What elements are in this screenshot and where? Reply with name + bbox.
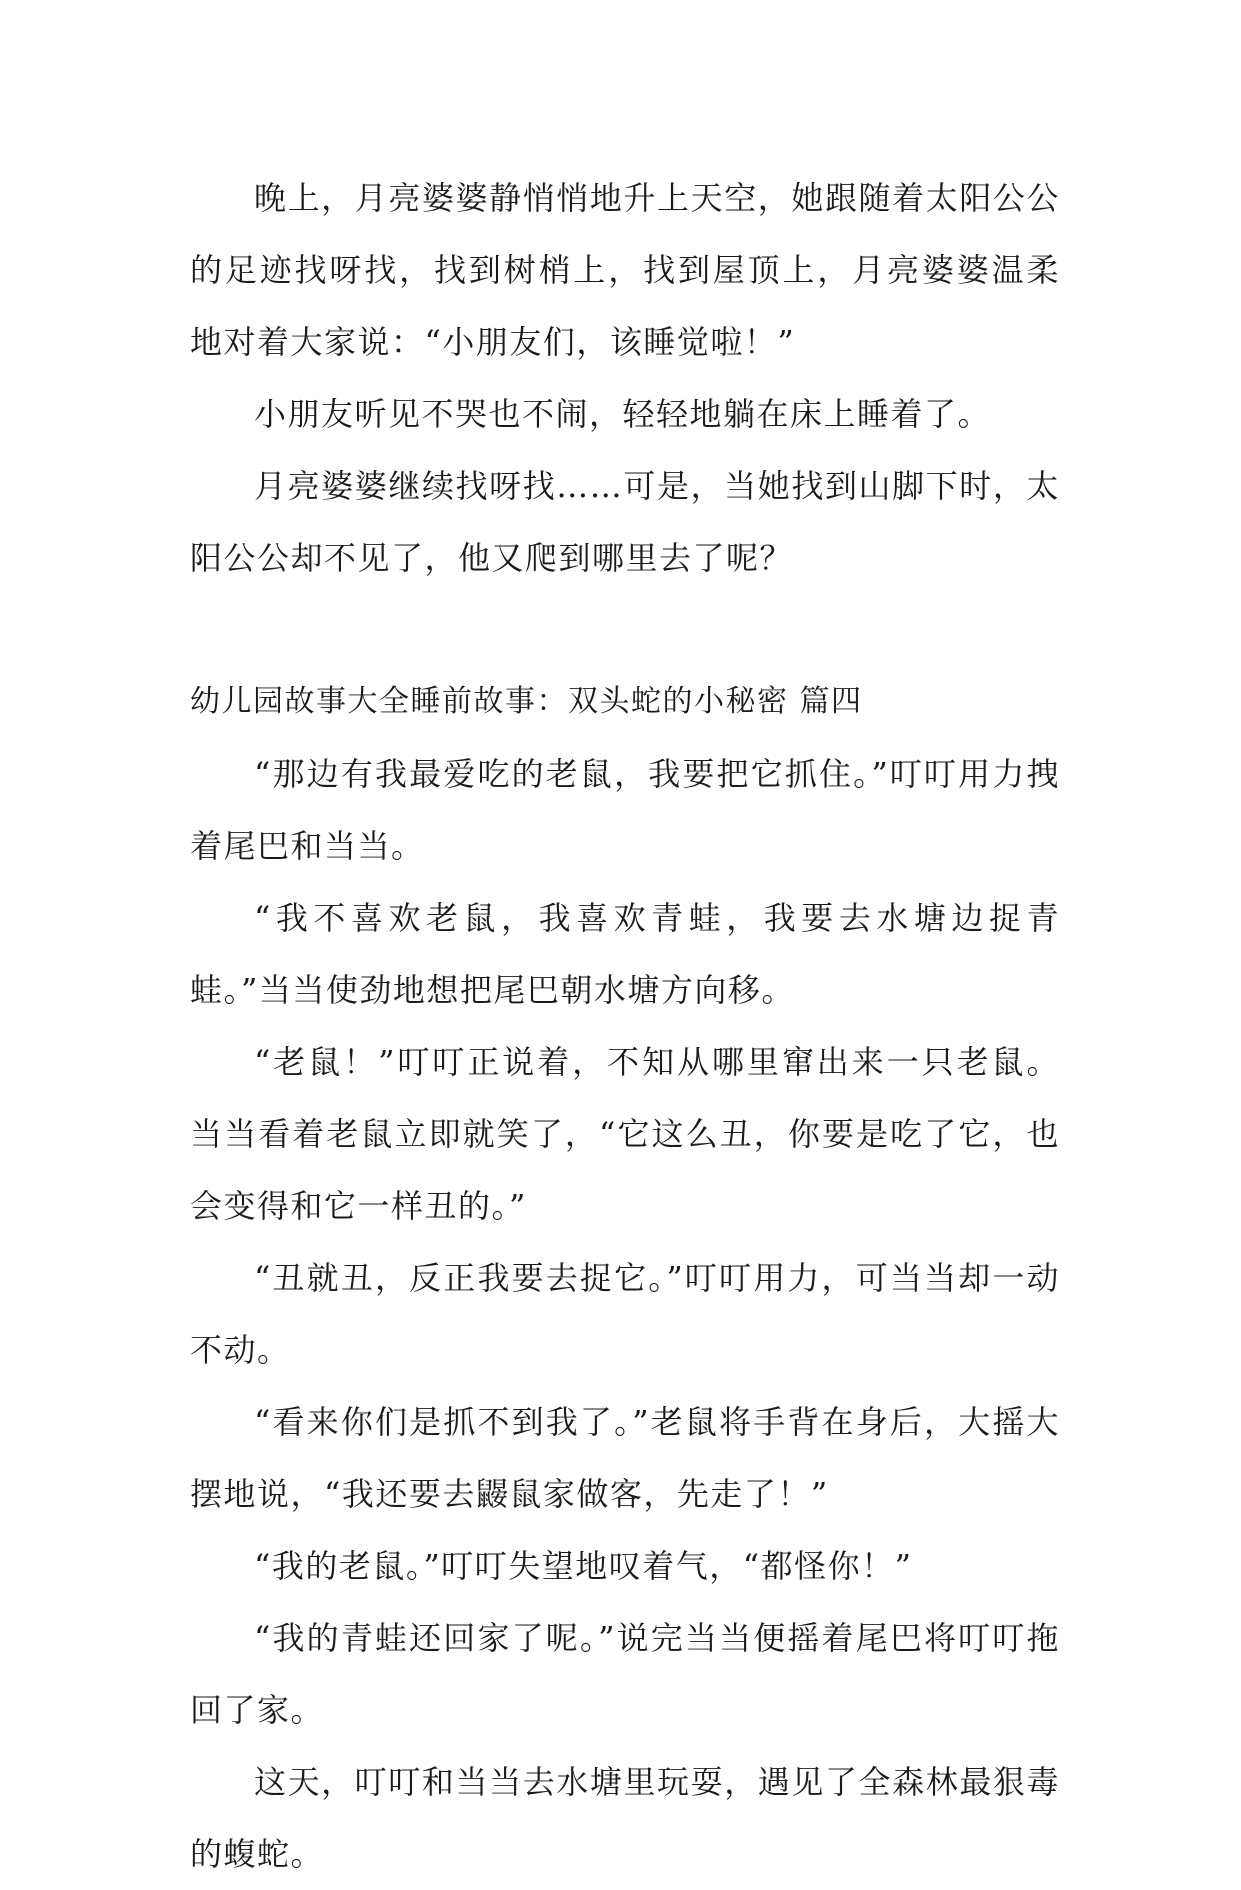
paragraph-go-home: “我的青蛙还回家了呢。”说完当当便摇着尾巴将叮叮拖回了家。 bbox=[190, 1619, 1060, 1729]
paragraph-dangdang-frog: “我不喜欢老鼠，我喜欢青蛙，我要去水塘边捉青蛙。”当当使劲地想把尾巴朝水塘方向移。 bbox=[190, 899, 1060, 1009]
paragraph-children-sleep: 小朋友听见不哭也不闹，轻轻地躺在床上睡着了。 bbox=[254, 395, 992, 433]
paragraph-ugly: “丑就丑，反正我要去捉它。”叮叮用力，可当当却一动不动。 bbox=[190, 1259, 1060, 1369]
paragraph-moon-search: 月亮婆婆继续找呀找……可是，当她找到山脚下时，太阳公公却不见了，他又爬到哪里去了呢？ bbox=[190, 467, 1060, 577]
document-body bbox=[190, 162, 1060, 1890]
story-heading: 幼儿园故事大全睡前故事：双头蛇的小秘密 篇四 bbox=[190, 684, 863, 719]
paragraph-viper: 这天，叮叮和当当去水塘里玩耍，遇见了全森林最狠毒的蝮蛇。 bbox=[190, 1763, 1060, 1873]
paragraph-mouse-appears: “老鼠！”叮叮正说着，不知从哪里窜出来一只老鼠。当当看着老鼠立即就笑了，“它这么丑，你要是吃了它，也会变得和它一样丑的。” bbox=[190, 1043, 1060, 1225]
paragraph-moon-night: 晚上，月亮婆婆静悄悄地升上天空，她跟随着太阳公公的足迹找呀找，找到树梢上，找到屋顶上，月亮婆婆温柔地对着大家说：“小朋友们，该睡觉啦！” bbox=[190, 179, 1060, 361]
paragraph-mouse-leaves: “看来你们是抓不到我了。”老鼠将手背在身后，大摇大摆地说，“我还要去鼹鼠家做客，先走了！” bbox=[190, 1403, 1060, 1513]
paragraph-dingding-mouse: “那边有我最爱吃的老鼠，我要把它抓住。”叮叮用力拽着尾巴和当当。 bbox=[190, 755, 1060, 865]
paragraph-blame: “我的老鼠。”叮叮失望地叹着气，“都怪你！” bbox=[254, 1547, 913, 1585]
